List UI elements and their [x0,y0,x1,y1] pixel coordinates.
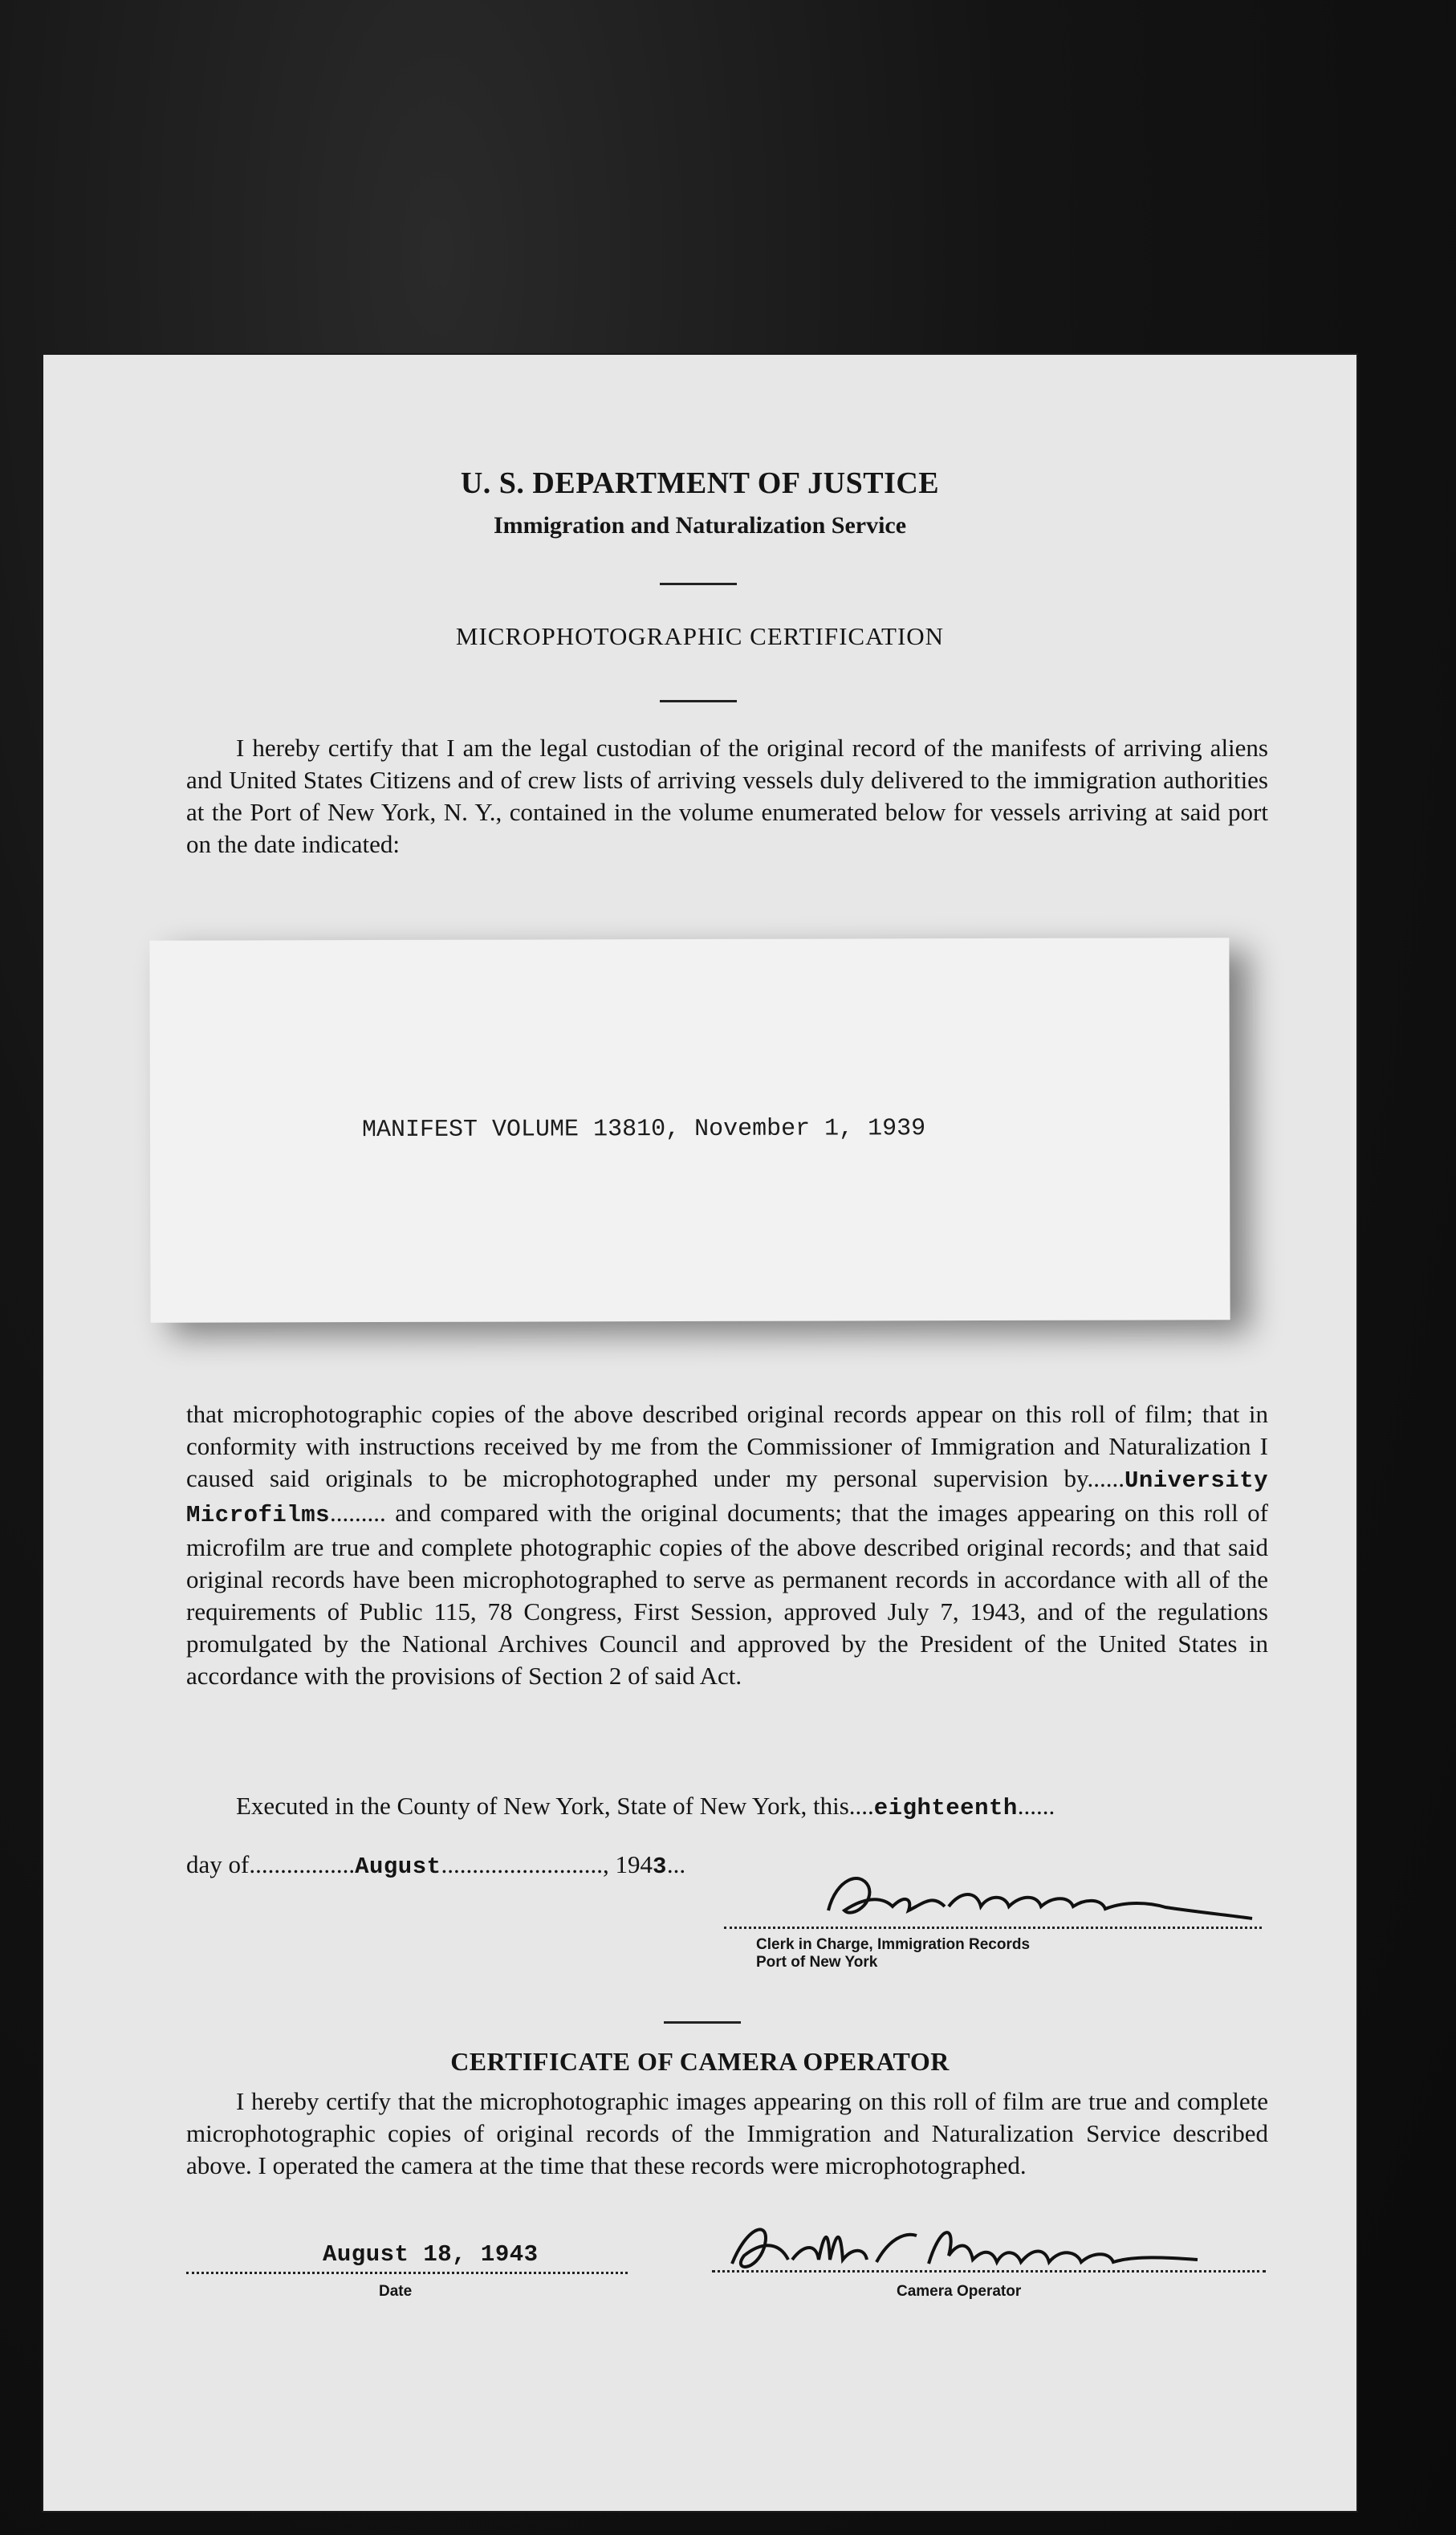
divider [660,583,737,585]
execution-date-line: day of.................August.........................., 1943... [186,1850,686,1880]
date-label: Date [379,2283,413,2300]
volume-slip [149,938,1230,1323]
clerk-title-line1: Clerk in Charge, Immigration Records [756,1936,1031,1953]
day-of-label: day of [186,1850,250,1878]
body-part2: and compared with the original documents; that the images appearing on this roll of microfilm are true and complete photographic copies of the above described original records; and that said original records have been microphotographed to serve as permanent records in accordance with all of the requirements of Public 115, 78 Congress, First Session, approved July 7, 1943, and of the regulations promulgated by the National Archives Council and approved by the President of the United States in accordance with the provisions of Section 2 of said Act. [186,1499,1269,1690]
supervisor-name: University Microfilms [186,1467,1268,1528]
operator-date: August 18, 1943 [323,2241,539,2268]
clerk-title-line2: Port of New York [756,1954,878,1971]
intro-paragraph: I hereby certify that I am the legal custodian of the original record of the manifests of arriving aliens and United States Citizens and of crew lists of arriving vessels duly delivered to the immigration authorities at the Port of New York, N. Y., contained in the volume enumerated below for vessels arriving at said port on the date indicated: [186,734,1268,858]
year-prefix: , 194 [603,1850,653,1878]
year-digit: 3 [653,1853,667,1880]
divider [664,2021,741,2024]
camera-operator-label: Camera Operator [897,2283,1022,2300]
execution-day: eighteenth [873,1795,1018,1821]
date-line [186,2272,628,2274]
clerk-title [756,1936,1030,1971]
camera-operator-heading: CERTIFICATE OF CAMERA OPERATOR [450,2047,950,2076]
service-subheading: Immigration and Naturalization Service [493,512,907,539]
camera-operator-paragraph: I hereby certify that the microphotographic images appearing on this roll of film are true and complete microphotographic copies of original records of the Immigration and Naturalization Service described above. I operated the camera at the time that these records were microphotographed. [186,2087,1268,2179]
execution-line: Executed in the County of New York, State of New York, this....eighteenth...... [236,1792,1055,1821]
clerk-signature-line [724,1927,1262,1929]
execution-month: August [355,1853,441,1880]
divider [660,700,737,702]
agency-heading: U. S. DEPARTMENT OF JUSTICE [460,466,940,500]
certification-title: MICROPHOTOGRAPHIC CERTIFICATION [455,622,945,650]
volume-slip-text: MANIFEST VOLUME 13810, November 1, 1939 [361,1115,926,1145]
body-part1: that microphotographic copies of the above described original records appear on this roll of film; that in conformity with instructions received by me from the Commissioner of Immigration and Naturalization I caused said originals to be microphotographed under my personal supervision by [186,1400,1268,1492]
operator-signature-line [712,2270,1266,2273]
certificate-page [42,353,1358,2513]
execution-prefix: Executed in the County of New York, State of New York, this [236,1792,849,1820]
clerk-signature [812,1862,1262,1935]
certification-body: that microphotographic copies of the above described original records appear on this roll of film; that in conformity with instructions received by me from the Commissioner of Immigration and Naturalization I caused said originals to be microphotographed under my personal supervision by......University Microfilms......... and compared with the original documents; that the images appearing on this roll of microfilm are true and complete photographic copies of the above described original records; and that said original records have been microphotographed to serve as permanent records in accordance with all of the requirements of Public 115, 78 Congress, First Session, approved July 7, 1943, and of the regulations promulgated by the National Archives Council and approved by the President of the United States in accordance with the provisions of Section 2 of said Act. [186,1400,1269,1690]
